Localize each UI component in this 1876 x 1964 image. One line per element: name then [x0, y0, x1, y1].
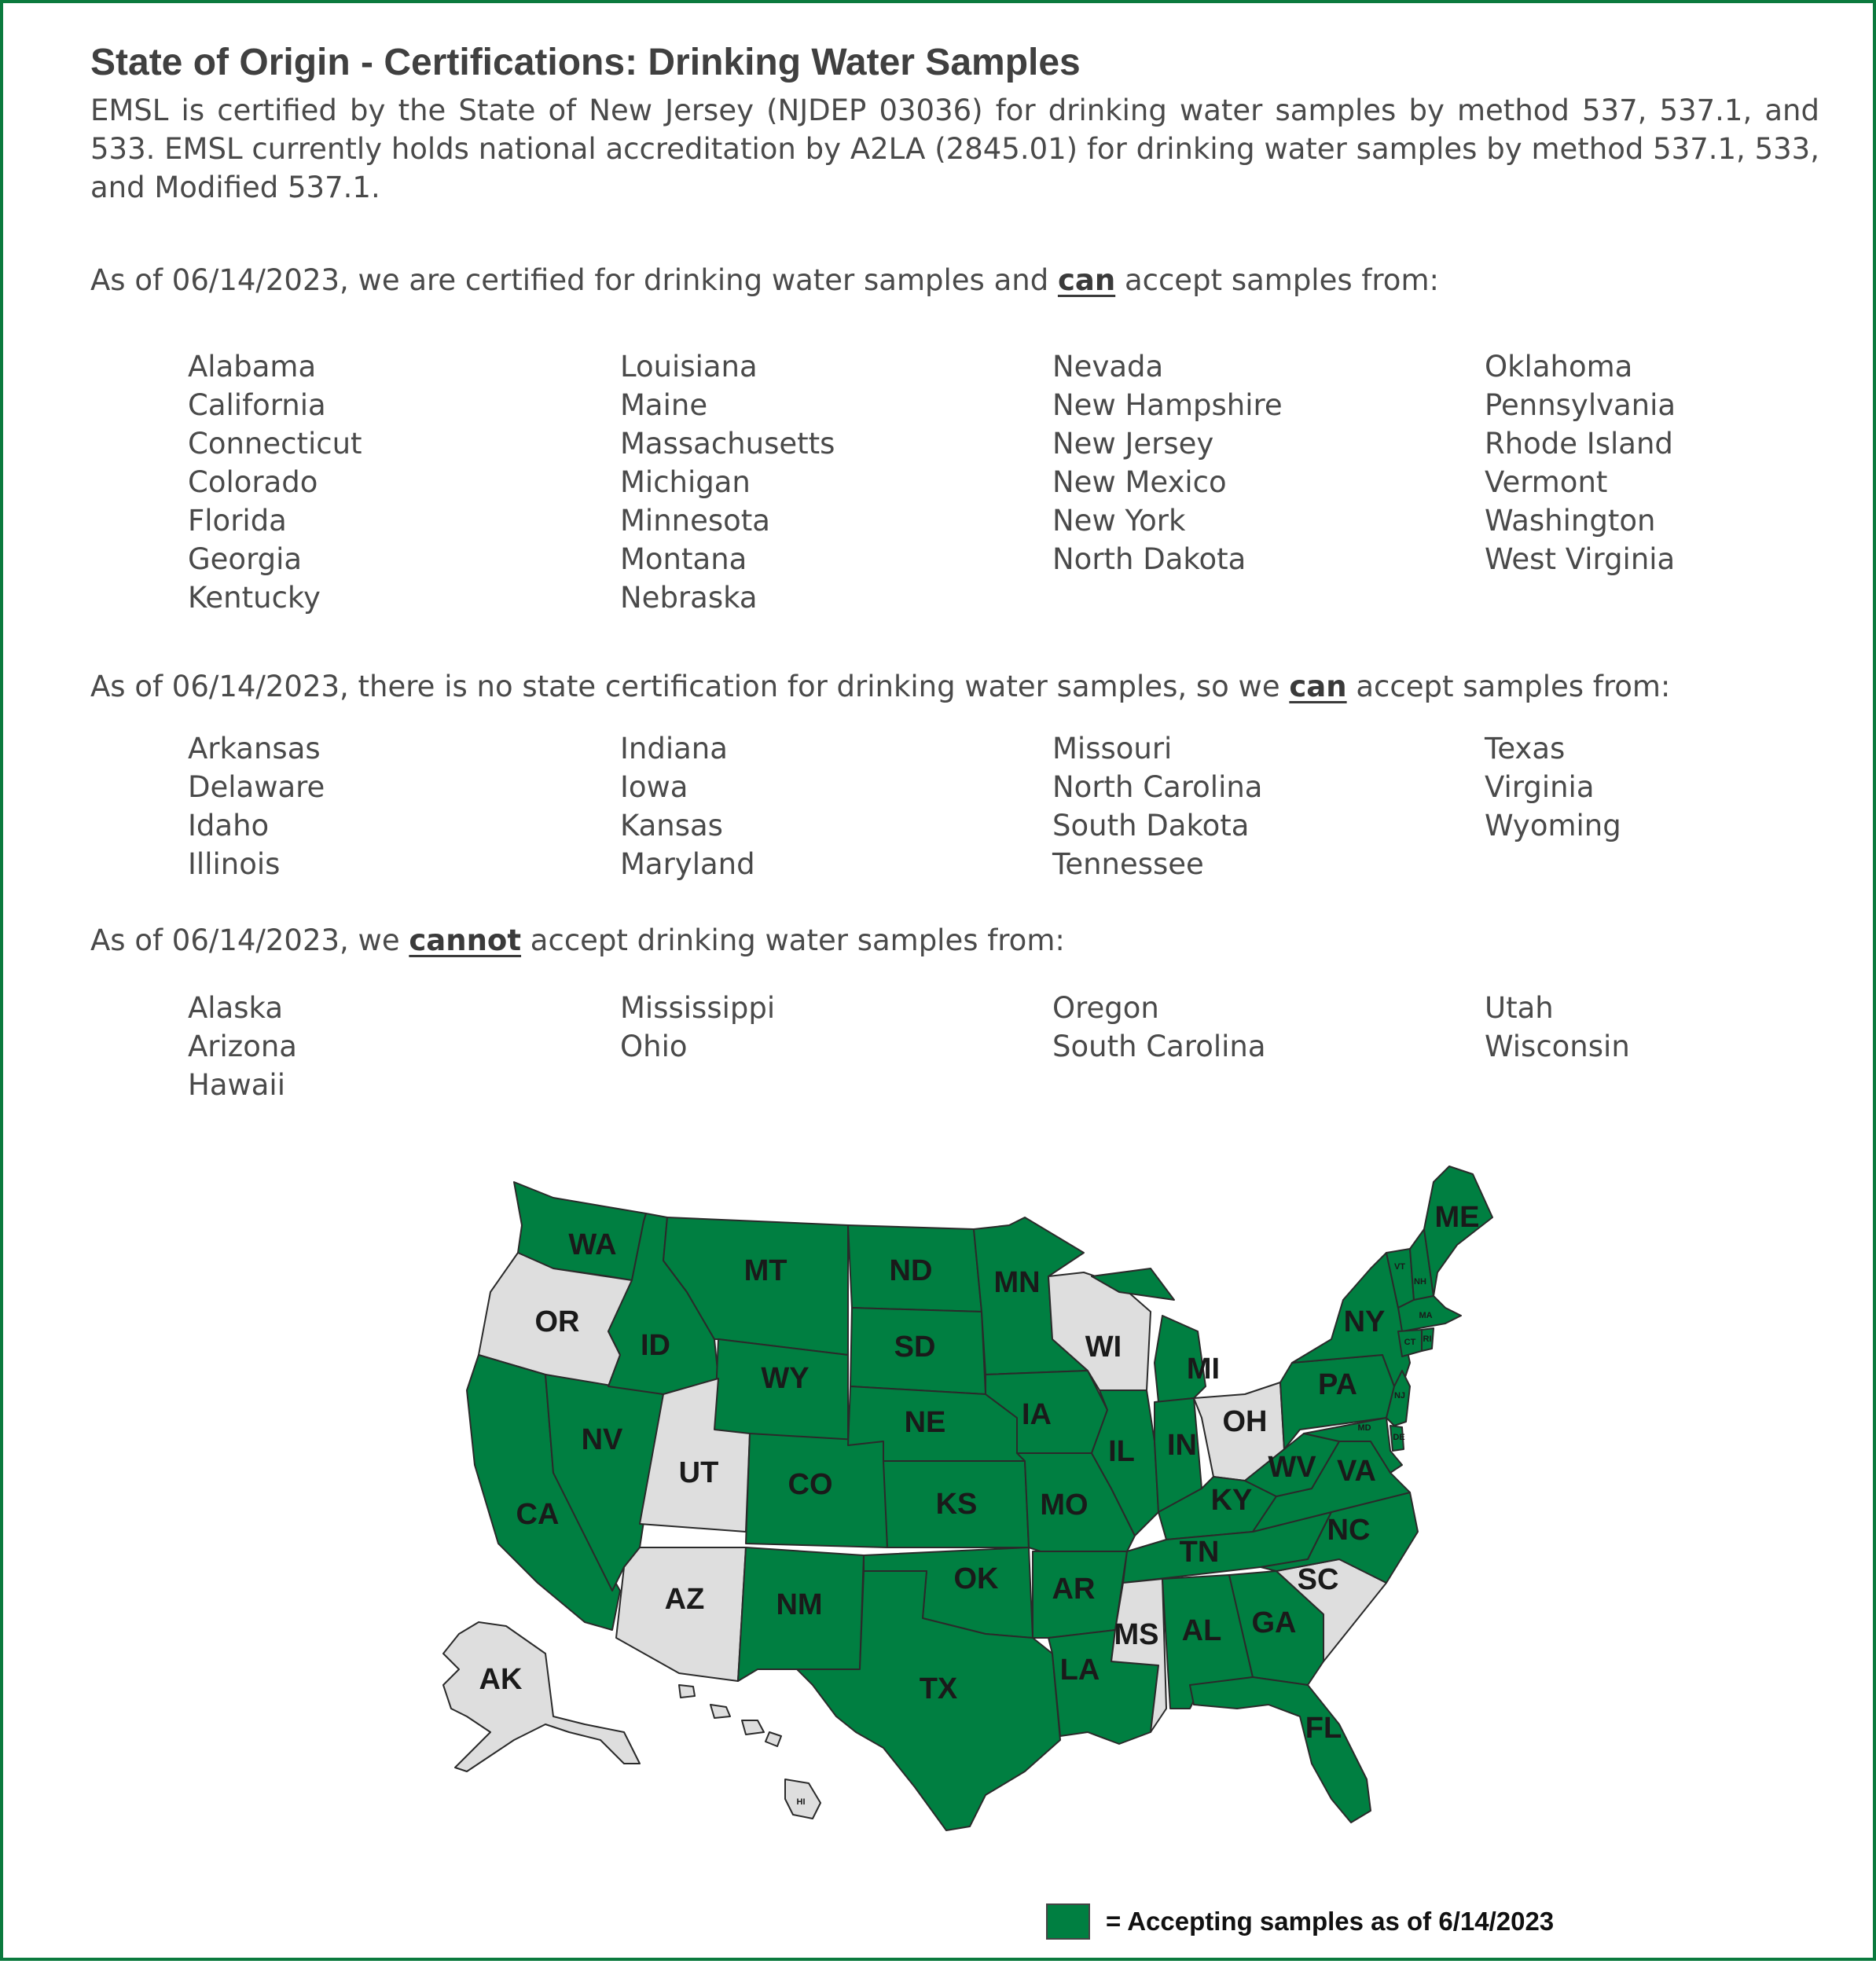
- state-name: Oregon: [1052, 991, 1159, 1025]
- state-name: Oklahoma: [1485, 350, 1633, 384]
- state-name: Tennessee: [1052, 847, 1204, 881]
- label-tn: TN: [1179, 1536, 1220, 1569]
- state-name: Arkansas: [188, 732, 321, 765]
- label-wy: WY: [761, 1362, 810, 1395]
- label-md: MD: [1357, 1423, 1371, 1433]
- legend-swatch: [1046, 1903, 1090, 1940]
- label-co: CO: [787, 1468, 833, 1501]
- label-ms: MS: [1114, 1618, 1159, 1651]
- state-name: Maryland: [620, 847, 755, 881]
- label-al: AL: [1181, 1614, 1222, 1647]
- state-name: New Jersey: [1052, 427, 1214, 461]
- label-il: IL: [1108, 1435, 1135, 1468]
- label-ne: NE: [904, 1406, 946, 1439]
- state-name: Arizona: [188, 1030, 297, 1063]
- state-name: Pennsylvania: [1485, 388, 1676, 422]
- state-name: Connecticut: [188, 427, 362, 461]
- state-name: North Carolina: [1052, 770, 1263, 804]
- us-map: [3, 3, 1876, 1964]
- label-hi: HI: [796, 1797, 806, 1807]
- state-name: Delaware: [188, 770, 325, 804]
- label-ak: AK: [479, 1663, 523, 1696]
- label-sc: SC: [1297, 1563, 1339, 1596]
- state-name: Utah: [1485, 991, 1554, 1025]
- state-name: Minnesota: [620, 504, 770, 538]
- state-name: South Dakota: [1052, 809, 1250, 843]
- label-tx: TX: [919, 1672, 958, 1705]
- label-ky: KY: [1210, 1484, 1253, 1517]
- state-name: Washington: [1485, 504, 1656, 538]
- state-name: South Carolina: [1052, 1030, 1266, 1063]
- state-name: Michigan: [620, 465, 751, 499]
- state-name: Illinois: [188, 847, 281, 881]
- label-ar: AR: [1052, 1573, 1096, 1606]
- state-name: Montana: [620, 542, 747, 576]
- state-name: New York: [1052, 504, 1186, 538]
- state-name: Alabama: [188, 350, 317, 384]
- state-name: Maine: [620, 388, 708, 422]
- label-pa: PA: [1318, 1368, 1357, 1401]
- label-mn: MN: [993, 1266, 1041, 1299]
- label-sd: SD: [894, 1331, 936, 1364]
- state-name: North Dakota: [1052, 542, 1246, 576]
- label-la: LA: [1059, 1654, 1100, 1687]
- state-name: Idaho: [188, 809, 270, 843]
- state-name: Nebraska: [620, 581, 758, 615]
- label-va: VA: [1337, 1455, 1376, 1488]
- certified-lead: As of 06/14/2023, we are certified for drinking water samples and can accept samples from:: [90, 263, 1439, 297]
- state-name: New Mexico: [1052, 465, 1227, 499]
- label-az: AZ: [664, 1583, 705, 1616]
- intro-paragraph: EMSL is certified by the State of New Jersey (NJDEP 03036) for drinking water samples by method 537, 537.1, and 533. EMSL currently holds national accreditation by A2LA (2845.01) for drinking water samples by method 537.1, 533, and Modified 537.1.: [90, 94, 1819, 204]
- state-name: Virginia: [1485, 770, 1595, 804]
- label-ny: NY: [1343, 1305, 1386, 1338]
- state-name: Kansas: [620, 809, 723, 843]
- label-ma: MA: [1419, 1311, 1433, 1320]
- label-ut: UT: [678, 1456, 719, 1489]
- state-name: New Hampshire: [1052, 388, 1283, 422]
- label-mi: MI: [1186, 1353, 1221, 1386]
- legend-text: = Accepting samples as of 6/14/2023: [1106, 1907, 1555, 1936]
- state-name: California: [188, 388, 326, 422]
- label-fl: FL: [1305, 1712, 1342, 1745]
- label-nh: NH: [1414, 1277, 1426, 1287]
- no-certification-lead: As of 06/14/2023, there is no state certification for drinking water samples, so we can accept samples from:: [90, 670, 1671, 703]
- label-vt: VT: [1393, 1262, 1406, 1272]
- state-name: Alaska: [188, 991, 283, 1025]
- state-name: Vermont: [1485, 465, 1608, 499]
- label-ri: RI: [1423, 1334, 1432, 1344]
- label-ia: IA: [1022, 1398, 1052, 1431]
- label-nv: NV: [581, 1423, 623, 1456]
- map-legend: [1046, 1903, 1554, 1940]
- label-ga: GA: [1251, 1606, 1297, 1639]
- state-name: Wyoming: [1485, 809, 1621, 843]
- state-name: Georgia: [188, 542, 303, 576]
- state-name: Nevada: [1052, 350, 1164, 384]
- label-de: DE: [1393, 1433, 1405, 1442]
- label-nd: ND: [889, 1254, 933, 1287]
- state-name: Massachusetts: [620, 427, 835, 461]
- state-ak: [443, 1622, 640, 1771]
- label-or: OR: [534, 1305, 580, 1338]
- state-name: Texas: [1485, 732, 1566, 765]
- state-name: Colorado: [188, 465, 318, 499]
- state-name: Iowa: [620, 770, 688, 804]
- label-ct: CT: [1404, 1338, 1416, 1347]
- label-nj: NJ: [1393, 1391, 1406, 1400]
- state-name: Mississippi: [620, 991, 776, 1025]
- state-name: Missouri: [1052, 732, 1173, 765]
- label-mo: MO: [1040, 1489, 1089, 1522]
- label-nm: NM: [776, 1588, 823, 1621]
- state-name: Wisconsin: [1485, 1030, 1630, 1063]
- state-name: Kentucky: [188, 581, 321, 615]
- cannot-lead: As of 06/14/2023, we cannot accept drinking water samples from:: [90, 923, 1065, 957]
- label-id: ID: [641, 1329, 670, 1362]
- label-ok: OK: [953, 1562, 999, 1595]
- label-nc: NC: [1327, 1514, 1371, 1547]
- state-name: West Virginia: [1485, 542, 1676, 576]
- state-name: Florida: [188, 504, 287, 538]
- state-name: Ohio: [620, 1030, 688, 1063]
- state-name: Rhode Island: [1485, 427, 1673, 461]
- page-title: State of Origin - Certifications: Drinking Water Samples: [90, 42, 1081, 83]
- label-mt: MT: [743, 1254, 787, 1287]
- label-ca: CA: [516, 1498, 560, 1531]
- state-name: Louisiana: [620, 350, 758, 384]
- label-wa: WA: [568, 1228, 617, 1261]
- label-me: ME: [1434, 1201, 1480, 1234]
- label-wi: WI: [1085, 1331, 1122, 1364]
- state-name: Indiana: [620, 732, 728, 765]
- label-oh: OH: [1222, 1405, 1268, 1438]
- state-name: Hawaii: [188, 1068, 285, 1102]
- state-fl: [1190, 1677, 1371, 1823]
- label-in: IN: [1167, 1429, 1197, 1462]
- label-ks: KS: [935, 1488, 978, 1521]
- label-wv: WV: [1268, 1451, 1316, 1484]
